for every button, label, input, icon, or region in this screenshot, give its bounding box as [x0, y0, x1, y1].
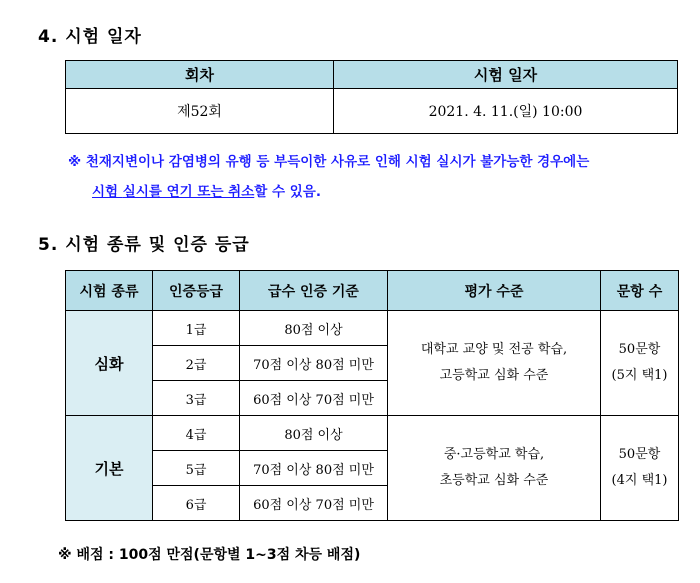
notice-line2-prefix: 시험 [92, 184, 123, 200]
grade-cell: 4급 [153, 416, 240, 451]
header-level: 평가 수준 [388, 271, 601, 311]
section5-heading: 5. 시험 종류 및 인증 등급 [38, 235, 250, 255]
notice-mark: ※ [68, 154, 82, 170]
level-cell-advanced [388, 311, 601, 416]
criteria-cell: 70점 이상 80점 미만 [240, 451, 388, 486]
grade-cell: 1급 [153, 311, 240, 346]
group-name-basic: 기본 [66, 416, 153, 521]
count-cell-basic [601, 416, 679, 521]
section4-heading: 4. 시험 일자 [38, 27, 142, 47]
count-cell-advanced [601, 311, 679, 416]
header-grade: 인증등급 [153, 271, 240, 311]
scoring-note: ※ 배점 : 100점 만점(문항별 1~3점 차등 배점) [58, 547, 361, 563]
level-line1: 대학교 교양 및 전공 학습, [420, 342, 568, 357]
grade-cell: 6급 [153, 486, 240, 521]
grade-cell: 3급 [153, 381, 240, 416]
criteria-cell: 60점 이상 70점 미만 [240, 486, 388, 521]
notice-text [68, 147, 684, 207]
notice-line2 [68, 177, 684, 207]
level-line2: 초등학교 심화 수준 [439, 473, 549, 488]
header-question-count: 문항 수 [601, 271, 679, 311]
table-row [66, 416, 679, 451]
criteria-cell: 60점 이상 70점 미만 [240, 381, 388, 416]
header-exam-date: 시험 일자 [334, 61, 678, 89]
exam-date-cell: 2021. 4. 11.(일) 10:00 [334, 89, 678, 134]
exam-date-table [65, 60, 678, 134]
notice-line2-underlined: 실시를 연기 또는 취소 [122, 184, 255, 200]
notice-line2-suffix: 할 수 있음. [254, 184, 321, 200]
header-round: 회차 [66, 61, 334, 89]
grade-cell: 5급 [153, 451, 240, 486]
group-name-advanced: 심화 [66, 311, 153, 416]
header-criteria: 급수 인증 기준 [240, 271, 388, 311]
criteria-cell: 70점 이상 80점 미만 [240, 346, 388, 381]
count-line2: (4지 택1) [611, 473, 668, 488]
notice-line1 [68, 147, 684, 177]
count-line2: (5지 택1) [611, 368, 668, 383]
table-row [66, 311, 679, 346]
criteria-cell: 80점 이상 [240, 311, 388, 346]
level-line2: 고등학교 심화 수준 [439, 368, 549, 383]
notice-line1-text: 천재지변이나 감염병의 유행 등 부득이한 사유로 인해 시험 실시가 불가능한 경우에는 [85, 154, 590, 170]
criteria-cell: 80점 이상 [240, 416, 388, 451]
level-cell-basic [388, 416, 601, 521]
level-line1: 중·고등학교 학습, [443, 447, 545, 462]
round-cell: 제52회 [66, 89, 334, 134]
exam-type-table [65, 270, 679, 521]
header-exam-type: 시험 종류 [66, 271, 153, 311]
count-line1: 50문항 [618, 447, 661, 462]
count-line1: 50문항 [618, 342, 661, 357]
grade-cell: 2급 [153, 346, 240, 381]
table-row [66, 89, 678, 134]
